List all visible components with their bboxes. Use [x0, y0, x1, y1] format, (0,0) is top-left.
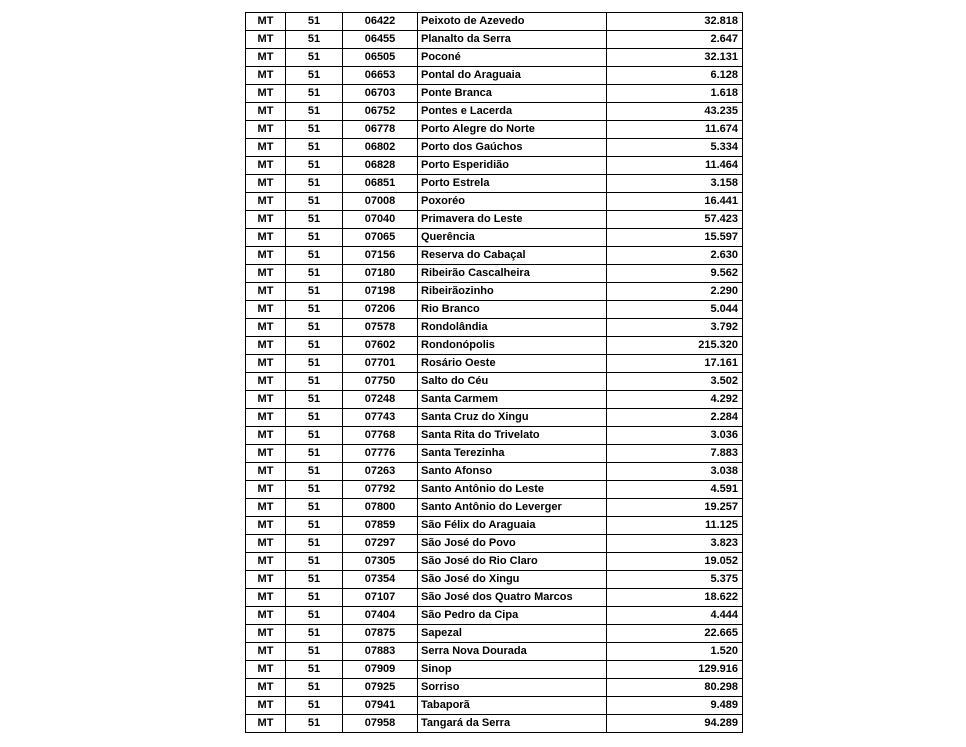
- cell-municipality-name: Poxoréo: [418, 193, 607, 211]
- cell-municipality-code: 07776: [343, 445, 418, 463]
- cell-uf-code: 51: [286, 715, 343, 733]
- cell-population: 32.818: [607, 13, 743, 31]
- cell-uf: MT: [246, 571, 286, 589]
- cell-population: 15.597: [607, 229, 743, 247]
- cell-municipality-name: São José dos Quatro Marcos: [418, 589, 607, 607]
- table-row: [246, 643, 743, 661]
- cell-uf: MT: [246, 373, 286, 391]
- cell-population: 16.441: [607, 193, 743, 211]
- cell-municipality-name: Santa Rita do Trivelato: [418, 427, 607, 445]
- cell-municipality-code: 07792: [343, 481, 418, 499]
- cell-population: 17.161: [607, 355, 743, 373]
- cell-municipality-code: 06703: [343, 85, 418, 103]
- cell-municipality-code: 07008: [343, 193, 418, 211]
- cell-uf-code: 51: [286, 67, 343, 85]
- cell-municipality-name: Primavera do Leste: [418, 211, 607, 229]
- cell-uf: MT: [246, 607, 286, 625]
- cell-uf: MT: [246, 211, 286, 229]
- cell-uf-code: 51: [286, 463, 343, 481]
- table-row: [246, 589, 743, 607]
- cell-uf-code: 51: [286, 535, 343, 553]
- cell-population: 9.562: [607, 265, 743, 283]
- cell-municipality-name: Ribeirãozinho: [418, 283, 607, 301]
- cell-municipality-code: 07941: [343, 697, 418, 715]
- cell-uf-code: 51: [286, 139, 343, 157]
- table-row: [246, 409, 743, 427]
- cell-municipality-code: 07859: [343, 517, 418, 535]
- cell-municipality-code: 06752: [343, 103, 418, 121]
- cell-uf-code: 51: [286, 157, 343, 175]
- cell-uf-code: 51: [286, 355, 343, 373]
- cell-municipality-code: 07305: [343, 553, 418, 571]
- cell-uf: MT: [246, 499, 286, 517]
- table-row: [246, 175, 743, 193]
- cell-municipality-code: 06422: [343, 13, 418, 31]
- cell-municipality-name: Ribeirão Cascalheira: [418, 265, 607, 283]
- cell-uf-code: 51: [286, 301, 343, 319]
- cell-municipality-code: 07958: [343, 715, 418, 733]
- cell-municipality-name: Tangará da Serra: [418, 715, 607, 733]
- cell-uf: MT: [246, 175, 286, 193]
- table-row: [246, 463, 743, 481]
- cell-municipality-code: 07263: [343, 463, 418, 481]
- cell-uf: MT: [246, 553, 286, 571]
- table-row: [246, 121, 743, 139]
- table-row: [246, 499, 743, 517]
- cell-uf-code: 51: [286, 175, 343, 193]
- cell-uf: MT: [246, 355, 286, 373]
- cell-municipality-code: 07800: [343, 499, 418, 517]
- cell-uf-code: 51: [286, 625, 343, 643]
- cell-municipality-name: Peixoto de Azevedo: [418, 13, 607, 31]
- cell-uf: MT: [246, 247, 286, 265]
- cell-municipality-code: 07040: [343, 211, 418, 229]
- cell-uf-code: 51: [286, 121, 343, 139]
- cell-uf-code: 51: [286, 481, 343, 499]
- cell-uf-code: 51: [286, 13, 343, 31]
- cell-uf-code: 51: [286, 319, 343, 337]
- cell-uf: MT: [246, 31, 286, 49]
- cell-uf-code: 51: [286, 589, 343, 607]
- table-row: [246, 445, 743, 463]
- cell-uf-code: 51: [286, 553, 343, 571]
- table-row: [246, 607, 743, 625]
- cell-uf-code: 51: [286, 409, 343, 427]
- cell-uf-code: 51: [286, 85, 343, 103]
- table-row: [246, 67, 743, 85]
- cell-uf-code: 51: [286, 679, 343, 697]
- table-row: [246, 283, 743, 301]
- cell-population: 3.036: [607, 427, 743, 445]
- cell-population: 5.334: [607, 139, 743, 157]
- table-row: [246, 481, 743, 499]
- cell-uf: MT: [246, 85, 286, 103]
- cell-uf-code: 51: [286, 391, 343, 409]
- table-row: [246, 679, 743, 697]
- cell-uf: MT: [246, 697, 286, 715]
- table-row: [246, 337, 743, 355]
- cell-uf: MT: [246, 121, 286, 139]
- cell-uf-code: 51: [286, 571, 343, 589]
- cell-population: 57.423: [607, 211, 743, 229]
- table-row: [246, 49, 743, 67]
- cell-municipality-name: Rosário Oeste: [418, 355, 607, 373]
- cell-uf: MT: [246, 481, 286, 499]
- cell-population: 22.665: [607, 625, 743, 643]
- cell-municipality-name: Sinop: [418, 661, 607, 679]
- cell-uf: MT: [246, 265, 286, 283]
- cell-population: 19.257: [607, 499, 743, 517]
- cell-uf: MT: [246, 301, 286, 319]
- cell-municipality-name: Sorriso: [418, 679, 607, 697]
- table-row: [246, 355, 743, 373]
- cell-uf-code: 51: [286, 607, 343, 625]
- cell-municipality-code: 06828: [343, 157, 418, 175]
- cell-uf-code: 51: [286, 247, 343, 265]
- cell-uf: MT: [246, 67, 286, 85]
- cell-municipality-name: Rio Branco: [418, 301, 607, 319]
- cell-municipality-name: Poconé: [418, 49, 607, 67]
- table-row: [246, 247, 743, 265]
- table-row: [246, 13, 743, 31]
- table-row: [246, 553, 743, 571]
- cell-population: 7.883: [607, 445, 743, 463]
- cell-municipality-name: São Félix do Araguaia: [418, 517, 607, 535]
- table-row: [246, 625, 743, 643]
- cell-uf: MT: [246, 283, 286, 301]
- cell-uf: MT: [246, 229, 286, 247]
- cell-municipality-name: Salto do Céu: [418, 373, 607, 391]
- cell-uf: MT: [246, 643, 286, 661]
- cell-uf: MT: [246, 445, 286, 463]
- cell-municipality-code: 07743: [343, 409, 418, 427]
- cell-population: 3.823: [607, 535, 743, 553]
- cell-municipality-name: Santa Carmem: [418, 391, 607, 409]
- cell-municipality-code: 07404: [343, 607, 418, 625]
- cell-uf-code: 51: [286, 283, 343, 301]
- table-row: [246, 571, 743, 589]
- table-row: [246, 103, 743, 121]
- table-row: [246, 697, 743, 715]
- cell-municipality-name: Santo Afonso: [418, 463, 607, 481]
- cell-uf: MT: [246, 193, 286, 211]
- table-body: [246, 13, 743, 733]
- cell-municipality-code: 07156: [343, 247, 418, 265]
- cell-uf: MT: [246, 103, 286, 121]
- cell-population: 18.622: [607, 589, 743, 607]
- municipality-table-container: [245, 12, 743, 733]
- cell-municipality-name: Pontal do Araguaia: [418, 67, 607, 85]
- cell-uf-code: 51: [286, 643, 343, 661]
- cell-uf-code: 51: [286, 499, 343, 517]
- cell-population: 1.520: [607, 643, 743, 661]
- cell-population: 80.298: [607, 679, 743, 697]
- cell-municipality-code: 06455: [343, 31, 418, 49]
- cell-uf-code: 51: [286, 661, 343, 679]
- cell-municipality-code: 06653: [343, 67, 418, 85]
- cell-uf: MT: [246, 157, 286, 175]
- cell-uf-code: 51: [286, 49, 343, 67]
- cell-municipality-code: 07909: [343, 661, 418, 679]
- table-row: [246, 661, 743, 679]
- cell-uf: MT: [246, 139, 286, 157]
- cell-municipality-name: Serra Nova Dourada: [418, 643, 607, 661]
- cell-uf: MT: [246, 391, 286, 409]
- cell-population: 215.320: [607, 337, 743, 355]
- cell-uf-code: 51: [286, 31, 343, 49]
- table-row: [246, 391, 743, 409]
- cell-uf-code: 51: [286, 193, 343, 211]
- cell-population: 11.674: [607, 121, 743, 139]
- cell-population: 4.444: [607, 607, 743, 625]
- cell-uf: MT: [246, 679, 286, 697]
- cell-uf: MT: [246, 715, 286, 733]
- cell-population: 1.618: [607, 85, 743, 103]
- cell-uf: MT: [246, 427, 286, 445]
- table-row: [246, 427, 743, 445]
- cell-municipality-code: 07297: [343, 535, 418, 553]
- cell-population: 5.375: [607, 571, 743, 589]
- cell-municipality-name: Sapezal: [418, 625, 607, 643]
- cell-municipality-name: Planalto da Serra: [418, 31, 607, 49]
- table-row: [246, 517, 743, 535]
- table-row: [246, 535, 743, 553]
- cell-municipality-name: Reserva do Cabaçal: [418, 247, 607, 265]
- cell-municipality-name: São José do Rio Claro: [418, 553, 607, 571]
- cell-municipality-name: Porto Esperidião: [418, 157, 607, 175]
- cell-municipality-name: Santo Antônio do Leverger: [418, 499, 607, 517]
- cell-uf-code: 51: [286, 337, 343, 355]
- table-row: [246, 31, 743, 49]
- cell-uf: MT: [246, 535, 286, 553]
- cell-uf-code: 51: [286, 517, 343, 535]
- cell-population: 9.489: [607, 697, 743, 715]
- table-row: [246, 139, 743, 157]
- cell-municipality-code: 07602: [343, 337, 418, 355]
- cell-municipality-name: Porto Estrela: [418, 175, 607, 193]
- cell-population: 5.044: [607, 301, 743, 319]
- municipality-table: [245, 12, 743, 733]
- cell-municipality-code: 06851: [343, 175, 418, 193]
- cell-municipality-name: Santa Cruz do Xingu: [418, 409, 607, 427]
- cell-municipality-code: 06505: [343, 49, 418, 67]
- cell-uf: MT: [246, 319, 286, 337]
- cell-population: 3.792: [607, 319, 743, 337]
- cell-municipality-code: 07248: [343, 391, 418, 409]
- cell-municipality-name: Porto dos Gaúchos: [418, 139, 607, 157]
- table-row: [246, 229, 743, 247]
- cell-municipality-name: São José do Xingu: [418, 571, 607, 589]
- cell-municipality-name: Pontes e Lacerda: [418, 103, 607, 121]
- cell-population: 2.647: [607, 31, 743, 49]
- cell-population: 43.235: [607, 103, 743, 121]
- cell-municipality-code: 07750: [343, 373, 418, 391]
- cell-municipality-code: 06778: [343, 121, 418, 139]
- cell-municipality-name: Santo Antônio do Leste: [418, 481, 607, 499]
- cell-municipality-name: Porto Alegre do Norte: [418, 121, 607, 139]
- cell-municipality-name: São José do Povo: [418, 535, 607, 553]
- cell-uf-code: 51: [286, 103, 343, 121]
- cell-population: 129.916: [607, 661, 743, 679]
- cell-uf-code: 51: [286, 211, 343, 229]
- cell-municipality-name: Tabaporã: [418, 697, 607, 715]
- cell-municipality-name: Rondolândia: [418, 319, 607, 337]
- cell-municipality-code: 07065: [343, 229, 418, 247]
- cell-municipality-code: 07578: [343, 319, 418, 337]
- cell-population: 4.292: [607, 391, 743, 409]
- cell-municipality-code: 07354: [343, 571, 418, 589]
- cell-uf-code: 51: [286, 445, 343, 463]
- cell-uf-code: 51: [286, 229, 343, 247]
- cell-uf: MT: [246, 337, 286, 355]
- cell-uf: MT: [246, 625, 286, 643]
- cell-population: 3.158: [607, 175, 743, 193]
- cell-population: 94.289: [607, 715, 743, 733]
- cell-population: 4.591: [607, 481, 743, 499]
- cell-uf: MT: [246, 661, 286, 679]
- cell-uf-code: 51: [286, 427, 343, 445]
- cell-population: 6.128: [607, 67, 743, 85]
- cell-population: 3.038: [607, 463, 743, 481]
- cell-uf: MT: [246, 409, 286, 427]
- table-row: [246, 715, 743, 733]
- cell-municipality-name: Santa Terezinha: [418, 445, 607, 463]
- cell-municipality-code: 07875: [343, 625, 418, 643]
- cell-population: 32.131: [607, 49, 743, 67]
- table-row: [246, 193, 743, 211]
- cell-municipality-code: 07925: [343, 679, 418, 697]
- cell-municipality-code: 07701: [343, 355, 418, 373]
- cell-municipality-code: 07107: [343, 589, 418, 607]
- cell-population: 2.290: [607, 283, 743, 301]
- cell-uf-code: 51: [286, 373, 343, 391]
- cell-population: 2.284: [607, 409, 743, 427]
- cell-uf: MT: [246, 49, 286, 67]
- cell-municipality-code: 06802: [343, 139, 418, 157]
- cell-municipality-code: 07206: [343, 301, 418, 319]
- table-row: [246, 373, 743, 391]
- table-row: [246, 319, 743, 337]
- table-row: [246, 265, 743, 283]
- cell-uf: MT: [246, 589, 286, 607]
- cell-population: 19.052: [607, 553, 743, 571]
- cell-uf: MT: [246, 463, 286, 481]
- cell-population: 11.125: [607, 517, 743, 535]
- cell-municipality-code: 07180: [343, 265, 418, 283]
- cell-municipality-code: 07198: [343, 283, 418, 301]
- table-row: [246, 301, 743, 319]
- cell-uf-code: 51: [286, 697, 343, 715]
- cell-municipality-code: 07883: [343, 643, 418, 661]
- cell-municipality-code: 07768: [343, 427, 418, 445]
- cell-municipality-name: Querência: [418, 229, 607, 247]
- table-row: [246, 157, 743, 175]
- cell-uf: MT: [246, 13, 286, 31]
- cell-population: 11.464: [607, 157, 743, 175]
- cell-uf: MT: [246, 517, 286, 535]
- cell-population: 2.630: [607, 247, 743, 265]
- cell-uf-code: 51: [286, 265, 343, 283]
- table-row: [246, 85, 743, 103]
- cell-population: 3.502: [607, 373, 743, 391]
- table-row: [246, 211, 743, 229]
- cell-municipality-name: Rondonópolis: [418, 337, 607, 355]
- cell-municipality-name: São Pedro da Cipa: [418, 607, 607, 625]
- cell-municipality-name: Ponte Branca: [418, 85, 607, 103]
